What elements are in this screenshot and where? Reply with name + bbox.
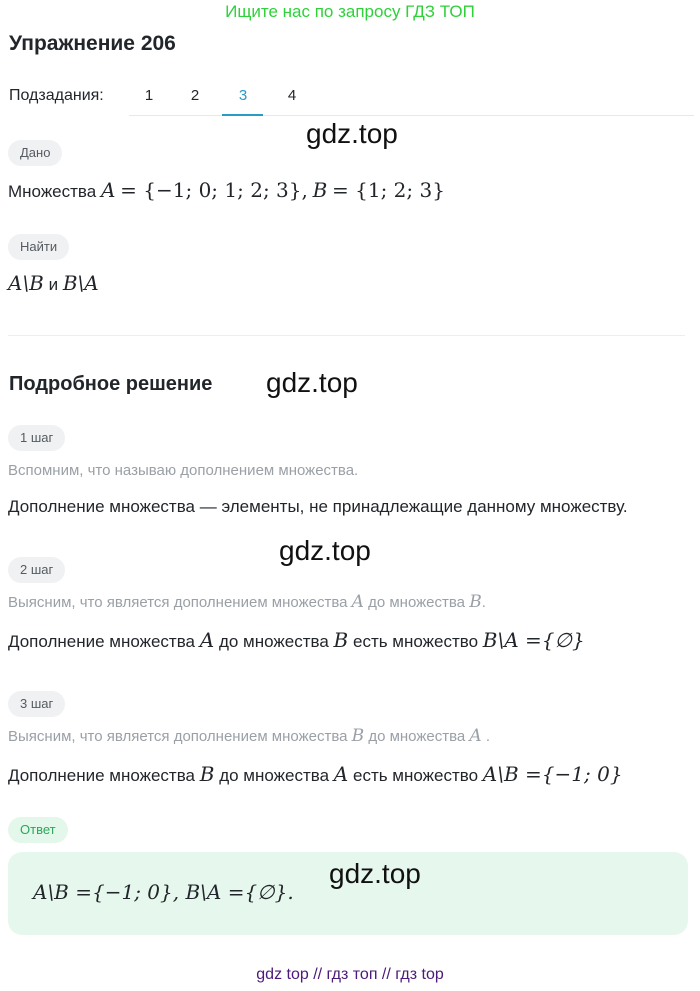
step-2-text-mid: до множества [218, 632, 329, 651]
given-comma: , [301, 178, 308, 202]
find-text [8, 271, 99, 295]
answer-chip: Ответ [8, 817, 68, 843]
step-3-text-b: A [333, 762, 349, 786]
subtasks-label: Подзадания: [9, 87, 104, 104]
step-2-hint-a: A [351, 592, 364, 612]
step-1-chip: 1 шаг [8, 425, 65, 451]
find-expr-1: A\B [8, 271, 44, 295]
page-title: Упражнение 206 [9, 32, 176, 55]
watermark: gdz.top [279, 535, 371, 566]
given-text [8, 178, 445, 202]
step-2-text-post: есть множество [352, 632, 479, 651]
section-divider [8, 335, 685, 336]
tabs-divider [129, 115, 694, 116]
given-chip: Дано [8, 140, 62, 166]
step-2-hint-end: . [481, 594, 486, 611]
watermark: gdz.top [306, 118, 398, 149]
step-2-hint-b: B [469, 592, 482, 612]
step-3-text-pre: Дополнение множества [8, 766, 196, 785]
step-2-hint-pre: Выясним, что является дополнением множества [8, 594, 348, 611]
step-3-hint [8, 726, 490, 746]
step-1-text: Дополнение множества — элементы, не принадлежащие данному множеству. [8, 497, 628, 516]
step-3-text-mid: до множества [219, 766, 330, 785]
footer-links[interactable]: gdz top // гдз топ // гдз top [256, 966, 444, 983]
step-3-hint-end: . [485, 728, 491, 745]
step-2-result: B\A ={∅} [482, 628, 585, 652]
solution-heading: Подробное решение [9, 373, 213, 395]
watermark: gdz.top [266, 367, 358, 398]
step-3-text-a: B [199, 762, 215, 786]
subtasks-nav [9, 84, 689, 116]
step-3-result: A\B ={−1; 0} [482, 762, 623, 786]
answer-text: A\B ={−1; 0}, B\A ={∅}. [33, 880, 294, 904]
tab-1[interactable]: 1 [144, 87, 154, 104]
find-chip: Найти [8, 234, 69, 260]
find-expr-2: B\A [62, 271, 99, 295]
watermark: gdz.top [329, 858, 421, 889]
step-3-hint-mid: до множества [368, 728, 466, 745]
step-2-text-a: A [199, 628, 215, 652]
step-3-text-post: есть множество [352, 766, 479, 785]
find-conj: и [48, 275, 59, 294]
step-2-text [8, 628, 585, 652]
tab-4[interactable]: 4 [287, 87, 297, 104]
given-label: Множества [8, 182, 97, 201]
set-b-value: = {1; 2; 3} [332, 178, 445, 202]
search-banner: Ищите нас по запросу ГДЗ ТОП [225, 2, 475, 21]
active-tab-indicator [222, 114, 263, 116]
step-3-hint-pre: Выясним, что является дополнением множества [8, 728, 348, 745]
step-2-chip: 2 шаг [8, 557, 65, 583]
step-2-hint [8, 592, 486, 612]
step-2-hint-mid: до множества [368, 594, 466, 611]
step-3-hint-a: B [351, 726, 365, 746]
set-b-name: B [312, 178, 328, 202]
step-2-text-b: B [333, 628, 349, 652]
step-1-hint: Вспомним, что называю дополнением множества. [8, 462, 359, 479]
tab-3[interactable]: 3 [238, 87, 248, 104]
set-a-name: A [100, 178, 116, 202]
step-2-text-pre: Дополнение множества [8, 632, 196, 651]
tab-2[interactable]: 2 [190, 87, 200, 104]
step-3-text [8, 762, 623, 786]
set-a-value: = {−1; 0; 1; 2; 3} [120, 178, 302, 202]
step-3-hint-b: A [469, 726, 482, 746]
step-3-chip: 3 шаг [8, 691, 65, 717]
